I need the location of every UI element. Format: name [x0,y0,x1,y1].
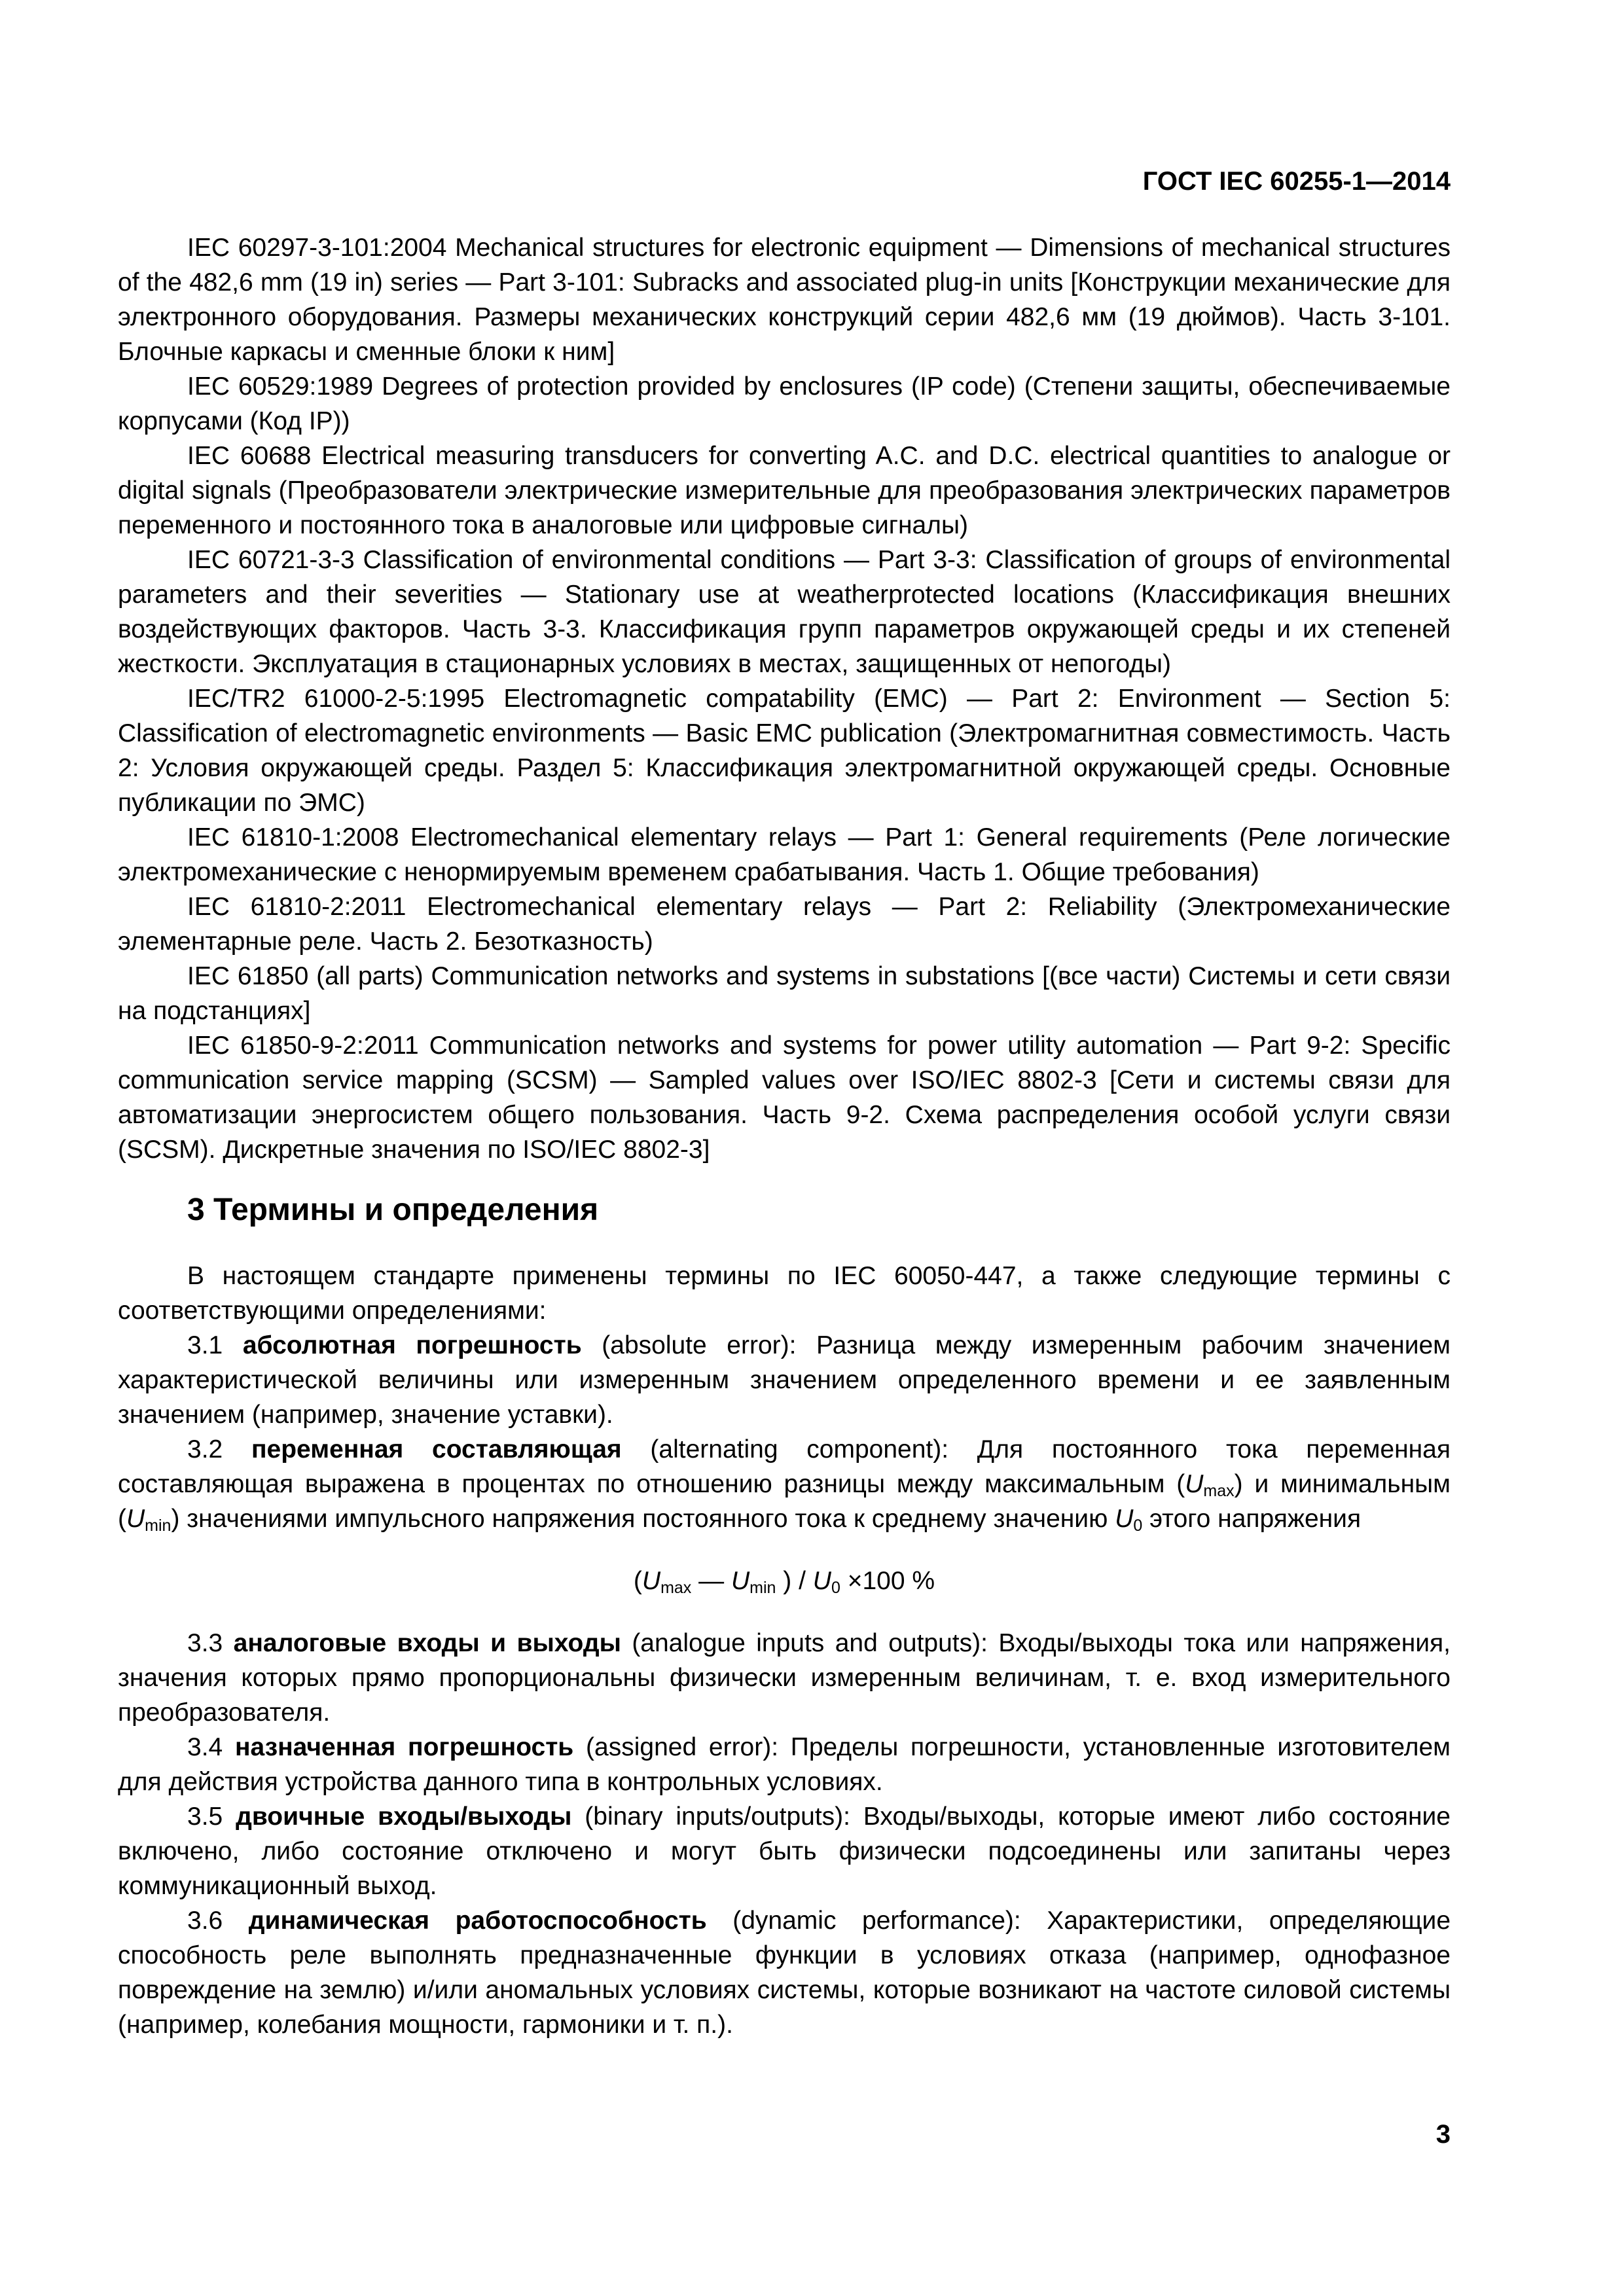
reference-item: IEC 60297-3-101:2004 Mechanical structures for electronic equipment — Dimensions of mechanical structures of the 482,6 mm (19 in) series — Part 3-101: Subracks and associated plug-in units [Конструкции механические для электронного оборудования. Размеры механических конструкций серии 482,6 мм (19 дюймов). Часть 3-101. Блочные каркасы и сменные блоки к ним] [118,234,1451,366]
term-number: 3.2 [187,1435,223,1463]
reference-item: IEC 61810-2:2011 Electromechanical elementary relays — Part 2: Reliability (Электромеханические элементарные реле. Часть 2. Безотказность) [118,893,1451,956]
term-text: (binary inputs/outputs): Входы/выходы, которые имеют либо состояние включено, либо состояние отключено и могут быть физически подсоединены или запитаны через коммуникационный выход. [118,1803,1451,1900]
term-definition [118,1626,1451,1730]
subscript-zero: 0 [1133,1516,1143,1535]
subscript-min: min [749,1579,776,1597]
term-definition [118,1328,1451,1432]
section-heading: 3 Термины и определения [187,1193,599,1227]
reference-item: IEC 61850 (all parts) Communication networks and systems in substations [(все части) Системы и сети связи на подстанциях] [118,962,1451,1025]
symbol-u: U [1185,1470,1204,1498]
term-text: ) значениями импульсного напряжения постоянного тока к среднему значению [171,1505,1115,1533]
term-name: назначенная погрешность [234,1733,574,1761]
subscript-max: max [1203,1482,1235,1500]
term-definition [118,1903,1451,2042]
term-name: динамическая работоспособность [248,1907,707,1935]
term-text: (dynamic performance): Характеристики, определяющие способность реле выполнять предназначенные функции в условиях отказа (например, однофазное повреждение на землю) и/или аномальных условиях системы, которые возникают на частоте силовой системы (например, колебания мощности, гармоники и т. п.). [118,1907,1451,2039]
normative-references-list [118,230,1451,1167]
reference-item: IEC 60721-3-3 Classification of environmental conditions — Part 3-3: Classification of groups of environmental parameters and their severities — Stationary use at weatherprotected locations (Классификация внешних воздействующих факторов. Часть 3-3. Классификация групп параметров окружающей среды и их степеней жесткости. Эксплуатация в стационарных условиях в местах, защищенных от непогоды) [118,546,1451,678]
reference-item: IEC 61810-1:2008 Electromechanical elementary relays — Part 1: General requirements (Реле логические электромеханические с ненормируемым временем срабатывания. Часть 1. Общие требования) [118,823,1451,886]
symbol-u: U [1115,1505,1134,1533]
page-number: 3 [1435,2120,1451,2149]
subscript-min: min [145,1516,171,1535]
term-text: (analogue inputs and outputs): Входы/выходы тока или напряжения, значения которых прямо пропорциональны физически измеренным величинам, т. е. вход измерительного преобразователя. [118,1629,1451,1727]
subscript-zero: 0 [831,1579,840,1597]
reference-item: IEC 61850-9-2:2011 Communication networks and systems for power utility automation — Part 9-2: Specific communication service mapping (SCSM) — Sampled values over ISO/IEC 8802-3 [Сети и системы связи для автоматизации энергосистем общего пользования. Часть 9-2. Схема распределения особой услуги связи (SCSM). Дискретные значения по ISO/IEC 8802-3] [118,1031,1451,1164]
term-definition [118,1799,1451,1903]
term-number: 3.4 [187,1733,223,1761]
symbol-u: U [812,1567,831,1595]
term-definition [118,1730,1451,1799]
document-header: ГОСТ IEC 60255-1—2014 [1142,167,1451,196]
term-text: (alternating component): Для постоянного тока переменная составляющая выражена в процентах по отношению разницы между максимальным ( [118,1435,1451,1498]
term-name: переменная составляющая [251,1435,622,1463]
symbol-u: U [731,1567,750,1595]
term-text: этого напряжения [1142,1505,1362,1533]
formula: ($U_{max}$ — $U_{min}$ ) / $U_0 \times 100$ % [633,1567,935,1597]
term-name: аналоговые входы и выходы [233,1629,621,1657]
subscript-max: max [660,1579,692,1597]
term-number: 3.1 [187,1331,223,1359]
reference-item: IEC/TR2 61000-2-5:1995 Electromagnetic compatability (EMC) — Part 2: Environment — Section 5: Classification of electromagnetic environments — Basic EMC publication (Электромагнитная совместимость. Часть 2: Условия окружающей среды. Раздел 5: Классификация электромагнитной окружающей среды. Основные публикации по ЭМС) [118,685,1451,817]
term-name: двоичные входы/выходы [236,1803,572,1831]
term-number: 3.3 [187,1629,223,1657]
symbol-u: U [641,1567,661,1595]
term-text: (assigned error): Пределы погрешности, установленные изготовителем для действия устройства данного типа в контрольных условиях. [118,1733,1451,1796]
reference-item: IEC 60688 Electrical measuring transducers for converting A.C. and D.C. electrical quantities to analogue or digital signals (Преобразователи электрические измерительные для преобразования электрических параметров переменного и постоянного тока в аналоговые или цифровые сигналы) [118,442,1451,539]
reference-item: IEC 60529:1989 Degrees of protection provided by enclosures (IP code) (Степени защиты, обеспечиваемые корпусами (Код IP)) [118,372,1451,435]
term-text: ) и минимальным ( [118,1470,1451,1533]
term-number: 3.6 [187,1907,223,1935]
term-definition [118,1432,1451,1536]
symbol-u: U [126,1505,145,1533]
term-text: (absolute error): Разница между измеренным рабочим значением характеристической величины или измеренным значением определенного времени и ее заявленным значением (например, значение уставки). [118,1331,1451,1429]
section-intro: В настоящем стандарте применены термины по IEC 60050-447, а также следующие термины с соответствующими определениями: [118,1262,1451,1325]
term-number: 3.5 [187,1803,223,1831]
term-name: абсолютная погрешность [242,1331,582,1359]
